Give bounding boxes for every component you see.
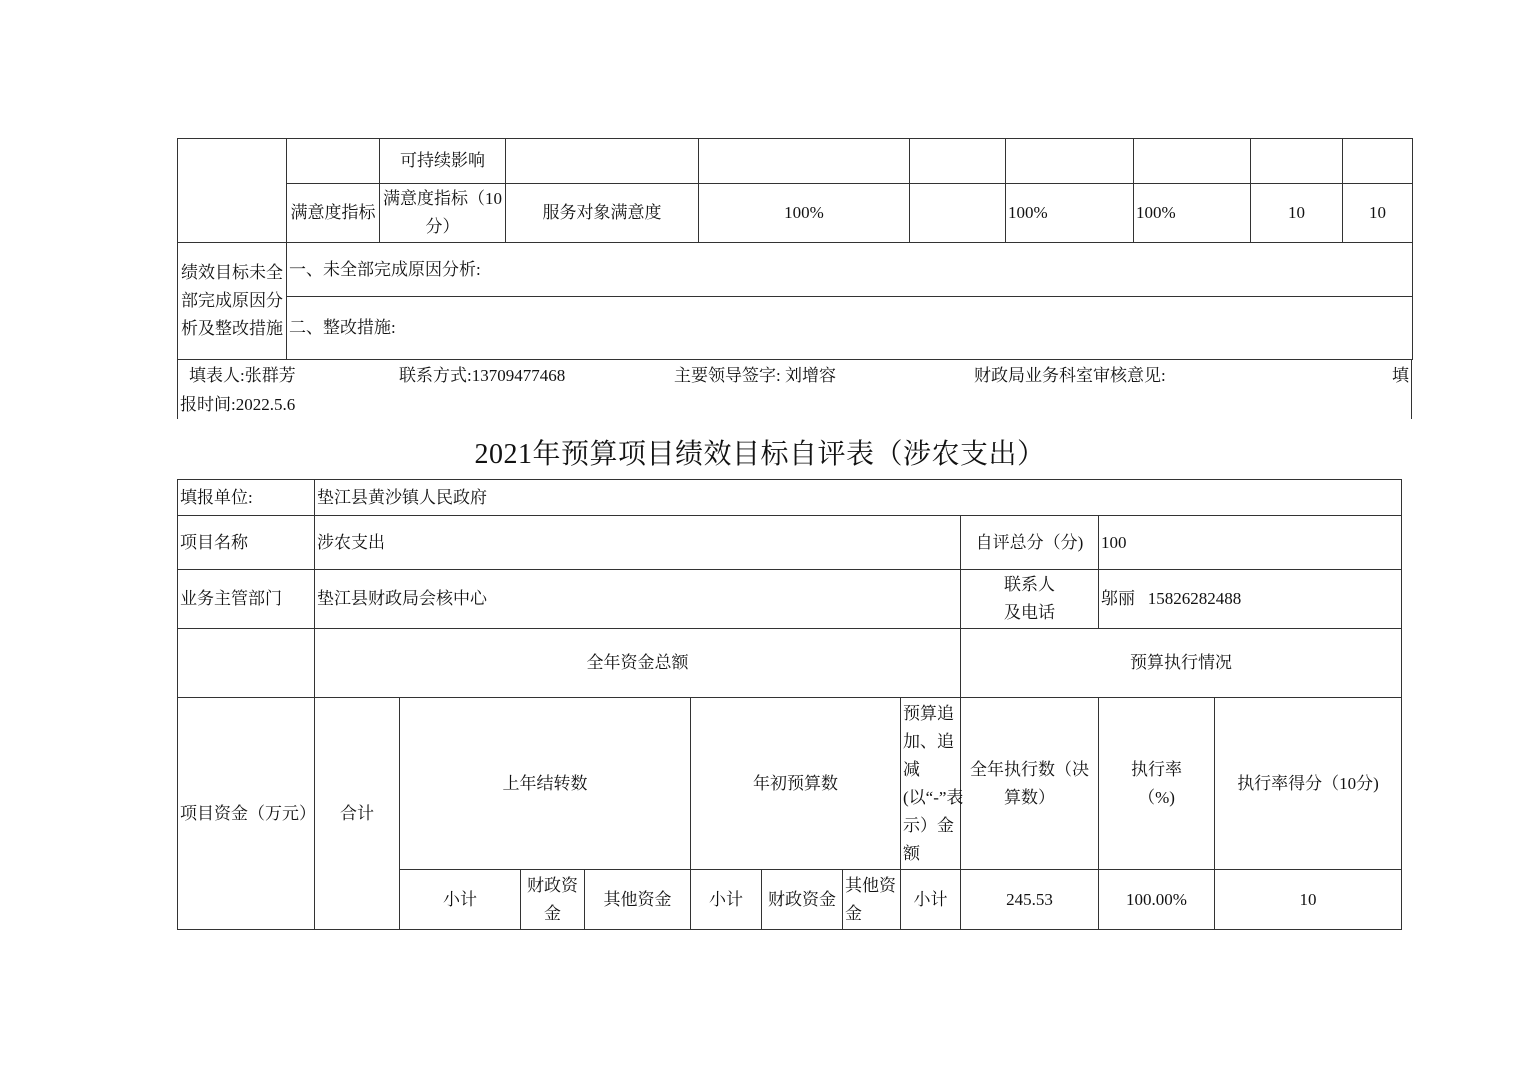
fin-funds-2: 财政资金 xyxy=(762,870,843,930)
indicator-sustainable: 可持续影响 xyxy=(380,139,506,184)
analysis-measures: 二、整改措施: xyxy=(287,297,1413,360)
subtotal-2: 小计 xyxy=(691,870,762,930)
score-total: 100 xyxy=(1099,516,1402,570)
budget-exec-header: 预算执行情况 xyxy=(961,629,1402,698)
exec-score-value: 10 xyxy=(1215,870,1402,930)
score-value: 10 xyxy=(1343,184,1413,243)
exec-rate-header: 执行率（%) xyxy=(1099,698,1215,870)
exec-value: 245.53 xyxy=(961,870,1099,930)
fill-date: 报时间:2022.5.6 xyxy=(180,395,296,414)
prev-carry-header: 上年结转数 xyxy=(400,698,691,870)
filler-contact: 联系方式:13709477468 xyxy=(399,366,566,385)
actual-value-1: 100% xyxy=(1006,184,1134,243)
unit-label: 填报单位: xyxy=(178,480,315,516)
page-title: 2021年预算项目绩效目标自评表（涉农支出） xyxy=(474,439,1046,470)
other-funds-1: 其他资金 xyxy=(585,870,691,930)
other-funds-2: 其他资金 xyxy=(843,870,901,930)
empty-cell xyxy=(178,629,315,698)
project-value: 涉农支出 xyxy=(315,516,961,570)
adjust-header: 预算追加、追减(以“-”表示）金额 xyxy=(901,698,961,870)
score-label: 自评总分（分) xyxy=(961,516,1099,570)
review-opinion: 财政局业务科室审核意见: xyxy=(974,366,1166,385)
project-label: 项目名称 xyxy=(178,516,315,570)
service-satisfaction: 服务对象满意度 xyxy=(506,184,699,243)
total-funds-header: 全年资金总额 xyxy=(315,629,961,698)
dept-value: 垫江县财政局会核中心 xyxy=(315,570,961,629)
contact-label: 联系人及电话 xyxy=(961,570,1099,629)
empty-cell xyxy=(178,139,287,243)
full-exec-header: 全年执行数（决算数） xyxy=(961,698,1099,870)
target-value: 100% xyxy=(699,184,910,243)
subtotal-1: 小计 xyxy=(400,870,521,930)
analysis-label: 绩效目标未全部完成原因分析及整改措施 xyxy=(178,243,287,360)
subtotal-3: 小计 xyxy=(901,870,961,930)
filler-tian: 填 xyxy=(1392,366,1409,385)
heji-header: 合计 xyxy=(315,698,400,930)
actual-value-2: 100% xyxy=(1134,184,1251,243)
top-table xyxy=(177,138,1413,360)
leader-signature: 主要领导签字: 刘增容 xyxy=(674,366,836,385)
unit-value: 垫江县黄沙镇人民政府 xyxy=(315,480,1402,516)
init-budget-header: 年初预算数 xyxy=(691,698,901,870)
exec-rate-value: 100.00% xyxy=(1099,870,1215,930)
side-border-left xyxy=(177,359,178,419)
empty-cell xyxy=(287,139,380,184)
fin-funds-1: 财政资金 xyxy=(521,870,585,930)
exec-score-header: 执行率得分（10分) xyxy=(1215,698,1402,870)
filler-name: 填表人:张群芳 xyxy=(189,366,296,385)
contact-value: 邬丽 15826282488 xyxy=(1099,570,1402,629)
analysis-reason: 一、未全部完成原因分析: xyxy=(287,243,1413,297)
satisfaction-indicator-label: 满意度指标 xyxy=(287,184,380,243)
satisfaction-indicator-sub: 满意度指标（10分） xyxy=(380,184,506,243)
funds-label: 项目资金（万元） xyxy=(178,698,315,930)
dept-label: 业务主管部门 xyxy=(178,570,315,629)
main-table xyxy=(177,479,1402,930)
weight-value: 10 xyxy=(1251,184,1343,243)
side-border-right xyxy=(1411,359,1412,419)
